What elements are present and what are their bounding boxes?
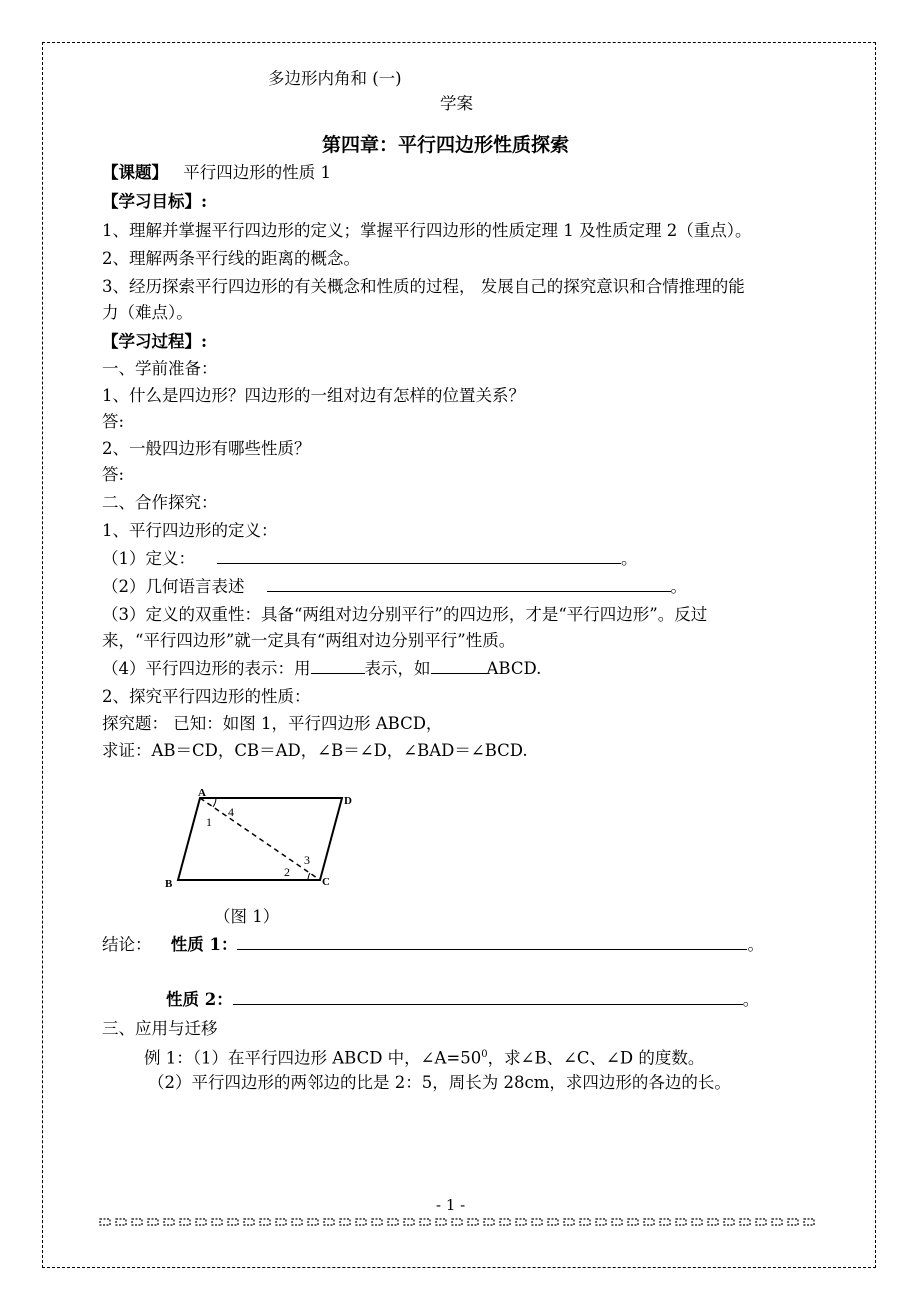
notation-blank-1[interactable] (311, 659, 365, 674)
goal-item-2: 2、理解两条平行线的距离的概念。 (102, 249, 360, 268)
application-heading: 三、应用与迁移 (102, 1019, 218, 1038)
decorative-tile (740, 1219, 750, 1225)
decorative-tile (356, 1219, 366, 1225)
goal-item-3: 3、经历探索平行四边形的有关概念和性质的过程， 发展自己的探究意识和合情推理的能 (102, 277, 745, 296)
label-c: C (322, 876, 330, 888)
doc-subtitle: 学案 (440, 94, 473, 113)
notation-mid: 表示，如 (364, 659, 431, 678)
property-2-blank[interactable] (233, 990, 743, 1005)
label-angle-1: 1 (206, 815, 212, 829)
decorative-tile (468, 1219, 478, 1225)
decorative-tile (484, 1219, 494, 1225)
definition-label: （1）定义： (102, 549, 195, 568)
definition-duality-1: （3）定义的双重性：具备“两组对边分别平行”的四边形，才是“平行四边形”。反过 (102, 605, 708, 624)
goals-heading: 【学习目标】: (102, 192, 208, 211)
decorative-tile (644, 1219, 654, 1225)
answer-2-label: 答: (102, 465, 125, 484)
degree-mark: 0 (481, 1049, 488, 1060)
decorative-tile (212, 1219, 222, 1225)
period-mark: 。 (747, 935, 764, 954)
decorative-border (98, 1216, 822, 1228)
topic-label: 【课题】 (102, 163, 168, 182)
property-1-blank[interactable] (237, 935, 747, 950)
decorative-tile (228, 1219, 238, 1225)
period-mark: 。 (742, 990, 760, 1009)
label-angle-2: 2 (284, 865, 290, 879)
decorative-tile (404, 1219, 414, 1225)
example-1-text-a: 例 1：（1）在平行四边形 ABCD 中，∠A=50 (144, 1048, 482, 1068)
period-mark: 。 (670, 577, 687, 596)
decorative-tile (772, 1219, 782, 1225)
goal-item-1: 1、理解并掌握平行四边形的定义；掌握平行四边形的性质定理 1 及性质定理 2（重点）。 (102, 221, 752, 240)
question-2: 2、一般四边形有哪些性质？ (102, 439, 311, 458)
decorative-tile (132, 1219, 142, 1225)
decorative-tile (676, 1219, 686, 1225)
decorative-tile (724, 1219, 734, 1225)
angle-arc-4 (213, 798, 216, 807)
decorative-tile (452, 1219, 462, 1225)
decorative-tile (388, 1219, 398, 1225)
decorative-tile (164, 1219, 174, 1225)
notation-blank-2[interactable] (431, 659, 487, 674)
angle-arc-2 (308, 873, 310, 880)
definition-line-1 (102, 548, 638, 570)
prove-statement: 求证：AB＝CD，CB＝AD，∠B＝∠D，∠BAD＝∠BCD. (102, 741, 528, 760)
process-heading: 【学习过程】: (102, 332, 208, 351)
decorative-tile (580, 1219, 590, 1225)
decorative-tile (148, 1219, 158, 1225)
decorative-tile (292, 1219, 302, 1225)
example-1-text-b: ，求∠B、∠C、∠D 的度数。 (487, 1048, 705, 1068)
decorative-tile (532, 1219, 542, 1225)
decorative-tile (420, 1219, 430, 1225)
decorative-tile (564, 1219, 574, 1225)
definition-title: 1、平行四边形的定义： (102, 521, 278, 540)
decorative-tile (612, 1219, 622, 1225)
period-mark: 。 (621, 549, 638, 568)
example-2: （2）平行四边形的两邻边的比是 2：5，周长为 28cm，求四边形的各边的长。 (148, 1073, 731, 1092)
section-prep: 一、学前准备： (102, 359, 218, 378)
figure-caption: （图 1） (214, 907, 280, 926)
definition-line-2 (102, 576, 687, 598)
topic-line (102, 162, 331, 184)
diagonal-ac (200, 798, 320, 880)
decorative-tile (804, 1219, 814, 1225)
decorative-tile (500, 1219, 510, 1225)
decorative-tile (708, 1219, 718, 1225)
decorative-tile (196, 1219, 206, 1225)
definition-duality-2: 来，“平行四边形”就一定具有“两组对边分别平行”性质。 (102, 631, 516, 650)
section-explore: 二、合作探究： (102, 493, 218, 512)
decorative-tile (788, 1219, 798, 1225)
property-1-label: 性质 1： (170, 935, 238, 954)
decorative-tile (628, 1219, 638, 1225)
property-2-line (166, 989, 759, 1011)
conclusion-label: 结论： (102, 935, 152, 954)
decorative-tile (692, 1219, 702, 1225)
goal-item-3-cont: 力（难点）。 (102, 303, 193, 322)
decorative-tile (244, 1219, 254, 1225)
decorative-tile (516, 1219, 526, 1225)
label-b: B (165, 878, 173, 890)
decorative-tile (276, 1219, 286, 1225)
conclusion-line (102, 934, 764, 956)
decorative-tile (308, 1219, 318, 1225)
label-a: A (198, 787, 206, 799)
notation-line (102, 658, 541, 680)
geometry-label: （2）几何语言表述 (102, 577, 245, 596)
label-angle-3: 3 (304, 853, 310, 867)
notation-example: ABCD. (486, 659, 542, 678)
notation-label: （4）平行四边形的表示：用 (102, 659, 311, 678)
explore-question: 探究题： 已知：如图 1，平行四边形 ABCD， (102, 714, 443, 733)
decorative-tile (548, 1219, 558, 1225)
page-number: - 1 - (436, 1196, 466, 1214)
geometry-blank[interactable] (267, 577, 671, 592)
decorative-tile (116, 1219, 126, 1225)
decorative-tile (260, 1219, 270, 1225)
decorative-tile (324, 1219, 334, 1225)
property-2-label: 性质 2： (166, 990, 233, 1009)
decorative-tile (340, 1219, 350, 1225)
decorative-tile (180, 1219, 190, 1225)
decorative-tile (660, 1219, 670, 1225)
example-1 (144, 1044, 704, 1070)
doc-title: 多边形内角和 (一) (268, 69, 402, 88)
property-title: 2、探究平行四边形的性质： (102, 687, 311, 706)
definition-blank[interactable] (217, 549, 621, 564)
question-1: 1、什么是四边形？四边形的一组对边有怎样的位置关系？ (102, 386, 525, 405)
label-angle-4: 4 (228, 805, 234, 819)
parallelogram-figure (158, 784, 368, 894)
topic-text: 平行四边形的性质 1 (183, 163, 331, 182)
answer-1-label: 答: (102, 412, 125, 431)
label-d: D (344, 795, 352, 807)
decorative-tile (436, 1219, 446, 1225)
decorative-tile (100, 1219, 110, 1225)
decorative-tile (756, 1219, 766, 1225)
decorative-tile (372, 1219, 382, 1225)
decorative-tile (596, 1219, 606, 1225)
chapter-title: 第四章：平行四边形性质探索 (322, 134, 570, 156)
